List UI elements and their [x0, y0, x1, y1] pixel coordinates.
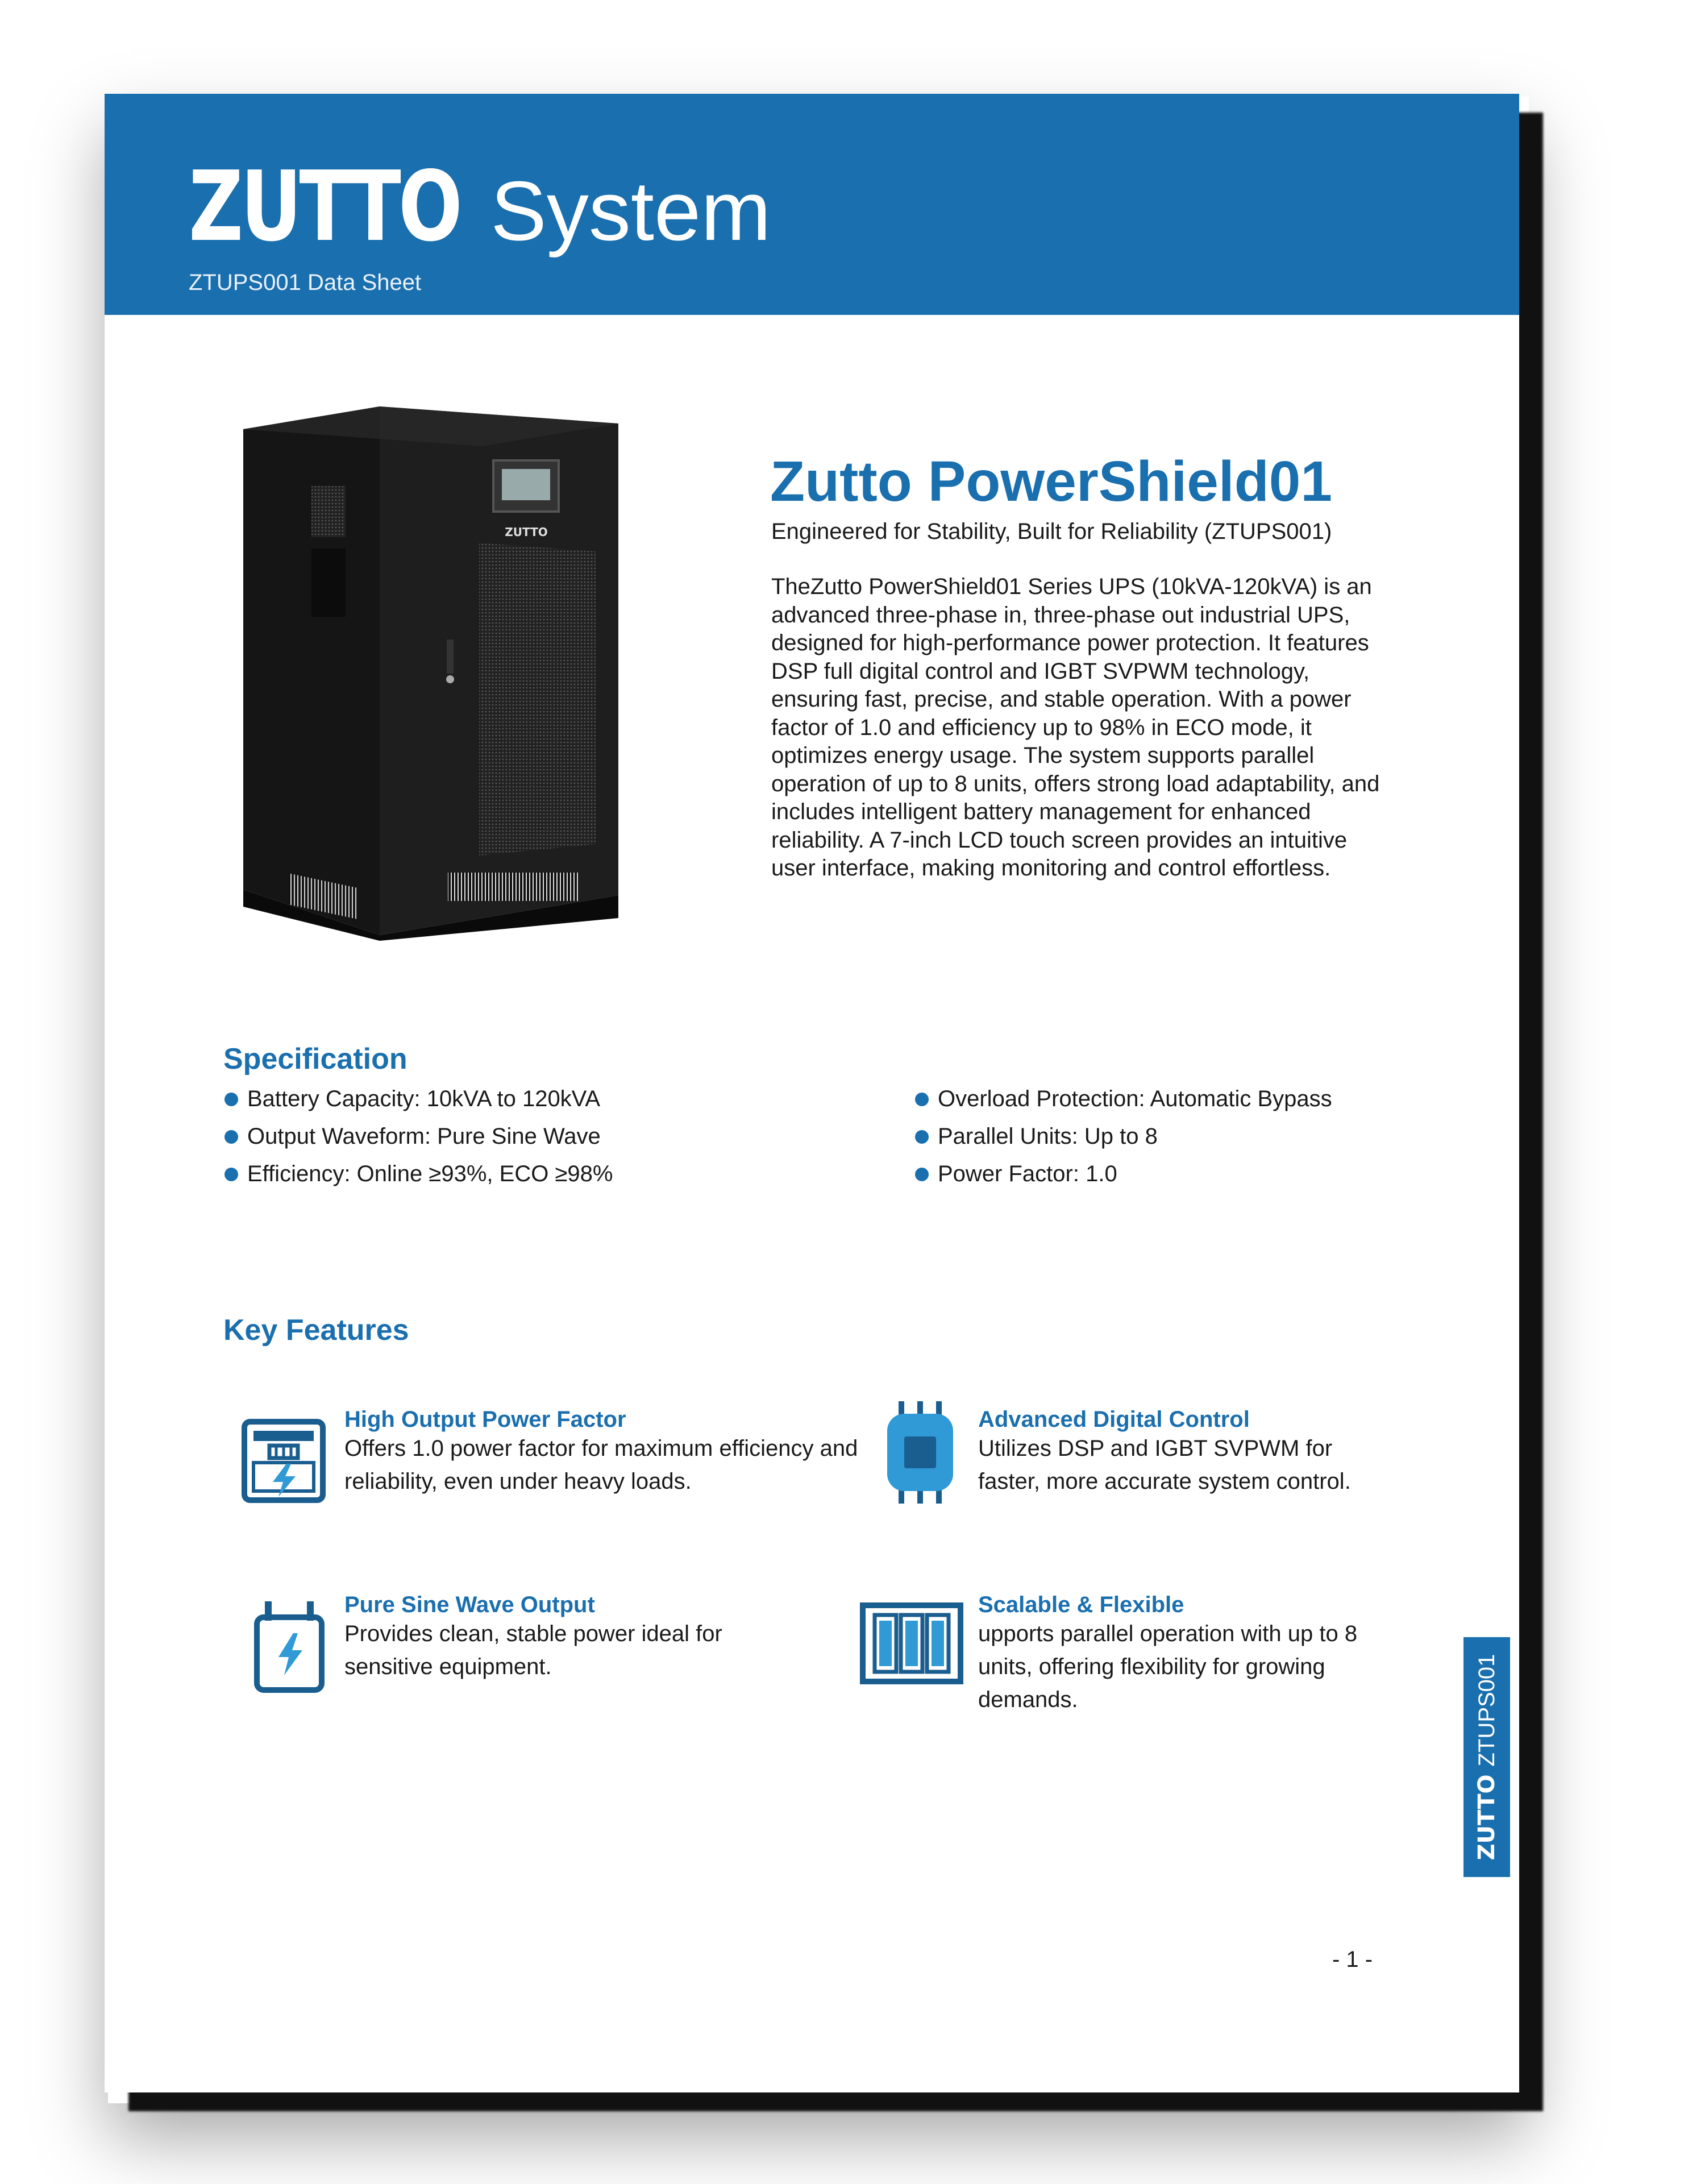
cabinet-logo: ZUTTO — [505, 525, 548, 539]
data-sheet-page — [105, 94, 1519, 2092]
feature-title: Pure Sine Wave Output — [344, 1592, 595, 1617]
spec-item: Battery Capacity: 10kVA to 120kVA — [223, 1080, 613, 1118]
product-title: Zutto PowerShield01 — [770, 450, 1333, 513]
spec-item: Output Waveform: Pure Sine Wave — [223, 1118, 613, 1155]
bullet-icon — [915, 1093, 929, 1106]
power-plug-icon — [252, 1598, 326, 1695]
spec-item: Efficiency: Online ≥93%, ECO ≥98% — [223, 1155, 613, 1193]
spec-item: Parallel Units: Up to 8 — [914, 1118, 1332, 1155]
feature-text: Offers 1.0 power factor for maximum efficiency and reliability, even under heavy loads. — [344, 1436, 858, 1494]
brand-word: System — [490, 164, 771, 258]
parallel-modules-icon — [858, 1598, 966, 1689]
product-description: TheZutto PowerShield01 Series UPS (10kVA-120kVA) is an advanced three-phase in, three-phase out industrial UPS, designed for high-performance power protection. It features DSP full digital control and IGBT SVPWM technology, ensuring fast, precise, and stable operation. With a power factor of 1.0 and efficiency up to 98% in ECO mode, it optimizes energy usage. The system supports parallel operation of up to 8 units, offers strong load adaptability, and includes intelligent battery management for enhanced reliability. A 7-inch LCD touch screen provides an intuitive user interface, making monitoring and control effortless. — [771, 574, 1380, 881]
feature-text: Utilizes DSP and IGBT SVPWM for faster, more accurate system control. — [978, 1436, 1351, 1494]
side-tab-logo: ZUTTO — [1474, 1774, 1500, 1861]
key-features-heading: Key Features — [223, 1314, 409, 1347]
spec-item: Overload Protection: Automatic Bypass — [914, 1080, 1332, 1118]
feature-title: Scalable & Flexible — [978, 1592, 1184, 1617]
feature-title: Advanced Digital Control — [978, 1407, 1250, 1432]
bullet-icon — [224, 1130, 238, 1144]
power-panel-icon — [241, 1418, 326, 1504]
side-tab — [1463, 1637, 1510, 1877]
page-number: - 1 - — [1332, 1947, 1373, 1972]
ups-cabinet-image — [232, 406, 641, 941]
spec-list-right — [914, 1080, 1332, 1193]
bullet-icon — [224, 1168, 238, 1181]
side-tab-code: ZTUPS001 — [1474, 1654, 1499, 1767]
bullet-icon — [915, 1168, 929, 1181]
spec-item: Power Factor: 1.0 — [914, 1155, 1332, 1193]
specification-heading: Specification — [223, 1043, 408, 1076]
brand-title — [189, 151, 771, 263]
side-tab-label — [1474, 1654, 1500, 1861]
brand-logo: ZUTTO — [189, 151, 460, 263]
bullet-icon — [224, 1093, 238, 1106]
feature-text: upports parallel operation with up to 8 units, offering flexibility for growing demands. — [978, 1621, 1358, 1712]
chip-icon — [875, 1396, 966, 1509]
feature-title: High Output Power Factor — [344, 1407, 626, 1432]
product-tagline: Engineered for Stability, Built for Reliability (ZTUPS001) — [771, 519, 1332, 544]
header-banner — [105, 94, 1519, 315]
header-subtitle: ZTUPS001 Data Sheet — [189, 270, 422, 295]
bullet-icon — [915, 1130, 929, 1144]
spec-list-left — [223, 1080, 613, 1193]
feature-text: Provides clean, stable power ideal for sensitive equipment. — [344, 1621, 722, 1679]
